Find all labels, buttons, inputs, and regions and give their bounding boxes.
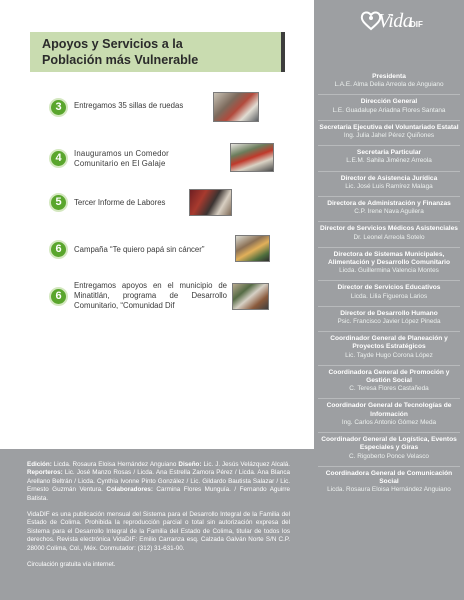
legal-notice: VidaDIF es una publicación mensual del Sistema para el Desarrollo Integral de la Familia del Estado de Colima. Prohibida la reproducción parcial o total sin autorización expresa del Sistema para el Desarrollo Integral de la Familia del Estado de Colima, titular de todos los derechos. Revista electrónica VidaDIF: Emilio Carranza esq. Calzada Galván Norte S/N C.P. 28000 Colima, Col., Méx. Conmutador: (312) 31-631-00.: [27, 511, 290, 552]
directory-role: Coordinador General de Logística, Eventos Especiales y Giras: [321, 436, 457, 452]
directory-role: Director de Servicios Educativos: [337, 284, 441, 292]
credits-footer: [0, 449, 314, 600]
directory-entry: [318, 70, 460, 95]
section-title: [30, 32, 285, 72]
directory-entry: [318, 281, 460, 306]
directory-role: Coordinador General de Planeación y Proyectos Estratégicos: [330, 335, 448, 351]
directory-person: C.P. Irene Nava Aguilera: [354, 208, 424, 216]
news-headline[interactable]: Campaña “Te quiero papá sin cáncer”: [74, 245, 205, 254]
directory-person: C. Teresa Flores Castañeda: [349, 385, 429, 393]
title-line-2: Población más Vulnerable: [42, 52, 199, 67]
directory-entry: [318, 366, 460, 400]
directory-person: L.E. Guadalupe Ariadna Flores Santana: [332, 106, 446, 114]
directory-role: Secretaria Ejecutiva del Voluntariado Estatal: [319, 123, 459, 131]
directory-role: Director de Desarrollo Humano: [340, 309, 438, 317]
directory-entry: [318, 307, 460, 332]
news-headline[interactable]: Entregamos 35 sillas de ruedas: [74, 101, 184, 110]
news-item-2[interactable]: [49, 146, 289, 176]
directory-entry: [318, 222, 460, 247]
news-item-5[interactable]: [49, 282, 289, 322]
news-headline[interactable]: Tercer Informe de Labores: [74, 198, 166, 207]
annual-report-photo-icon[interactable]: [189, 189, 232, 216]
directory-person: L.E.M. Sahila Jiménez Arreola: [346, 157, 432, 165]
directory-person: Licda. Guillermina Valencia Montes: [339, 267, 439, 275]
directory-entry: [318, 433, 460, 467]
directory-person: Lic. Tayde Hugo Corona López: [345, 351, 433, 359]
title-line-1: Apoyos y Servicios a la: [42, 37, 183, 51]
page-number-badge: 5: [49, 193, 68, 212]
directory-person: Ing. Julia Jahel Pérez Quiñones: [343, 132, 435, 140]
directory-person: Psic. Francisco Javier López Pineda: [337, 318, 441, 326]
news-item-3[interactable]: [49, 190, 289, 220]
directory-entry: [318, 197, 460, 222]
community-dining-photo-icon[interactable]: [230, 143, 274, 172]
news-headline[interactable]: Inauguramos un Comedor Comunitario en El Galaje: [74, 149, 169, 168]
directory-person: Licda. Lilia Figueroa Larios: [350, 292, 428, 300]
directory-role: Dirección General: [360, 98, 418, 106]
page-number-badge: 3: [49, 98, 68, 117]
directory-person: L.A.E. Alma Delia Arreola de Anguiano: [334, 81, 444, 89]
directory-role: Secretaria Particular: [356, 149, 422, 157]
directory-entry: [318, 146, 460, 171]
community-support-photo-icon[interactable]: [232, 283, 269, 310]
directory-entry: [318, 95, 460, 120]
page-title: [42, 37, 281, 68]
wheelchair-delivery-photo-icon[interactable]: [213, 92, 259, 122]
directory-person: Dr. Leonel Arreola Sotelo: [353, 233, 425, 241]
directory-role: Coordinadora General de Comunicación Social: [325, 469, 453, 485]
directory-entry: [318, 332, 460, 366]
logo-word: Vida: [378, 10, 413, 32]
directory-role: Coordinador General de Tecnologías de Información: [326, 402, 452, 418]
directory-role: Directora de Sistemas Municipales, Alimentación y Desarrollo Comunitario: [327, 250, 450, 267]
directory-entry: [318, 121, 460, 146]
directory-role: Presidenta: [372, 73, 406, 80]
circulation-note: Circulación gratuita vía internet.: [27, 561, 116, 569]
page-number-badge: 6: [49, 287, 68, 306]
vidadif-logo: [360, 8, 460, 36]
directory-entry: [318, 172, 460, 197]
directory-role: Directora de Administración y Finanzas: [327, 200, 451, 208]
directory-person: C. Rigoberto Ponce Velasco: [349, 452, 429, 460]
directory-person: Ing. Carlos Antonio Gómez Meda: [341, 418, 437, 426]
page-number-badge: 6: [49, 240, 68, 259]
health-campaign-photo-icon[interactable]: [235, 235, 270, 262]
directory-role: Coordinadora General de Promoción y Gestión Social: [328, 368, 450, 385]
directory-person: Licda. Rosaura Eloisa Hernández Anguiano: [327, 486, 451, 494]
directory-entry: [318, 399, 460, 433]
news-item-1[interactable]: [49, 95, 289, 125]
news-item-4[interactable]: [49, 237, 289, 267]
directory-list: [318, 70, 460, 499]
page-number-badge: 4: [49, 149, 68, 168]
directory-role: Director de Asistencia Jurídica: [340, 174, 438, 182]
directory-entry: [318, 248, 460, 282]
directory-person: Lic. José Luis Ramírez Malaga: [345, 182, 433, 190]
directory-role: Director de Servicios Médicos Asistenciales: [320, 225, 458, 233]
directory-entry: [318, 467, 460, 500]
logo-suffix: DIF: [410, 20, 423, 29]
credits-paragraph: Edición: Licda. Rosaura Eloisa Hernández Anguiano Diseño: Lic. J. Jesús Velázquez Alcalá. Reporteros: Lic. José Manzo Rosas / Licda. Ana Estrella Zamora Pérez / Licda. Ana Blanca Arellano Beltrán / Licda. Cynthia Ivonne Pinto González / Lic. Gildardo Bautista Salazar / Lic. Ernesto Guzmán Ventura. Colaboradores: Carmina Flores Munguía. / Fernando Aguirre Batista.: [27, 461, 291, 502]
news-headline[interactable]: Entregamos apoyos en el municipio de Minatitlán, programa de Desarrollo Comunitario, “Comunidad Dif: [74, 281, 227, 310]
